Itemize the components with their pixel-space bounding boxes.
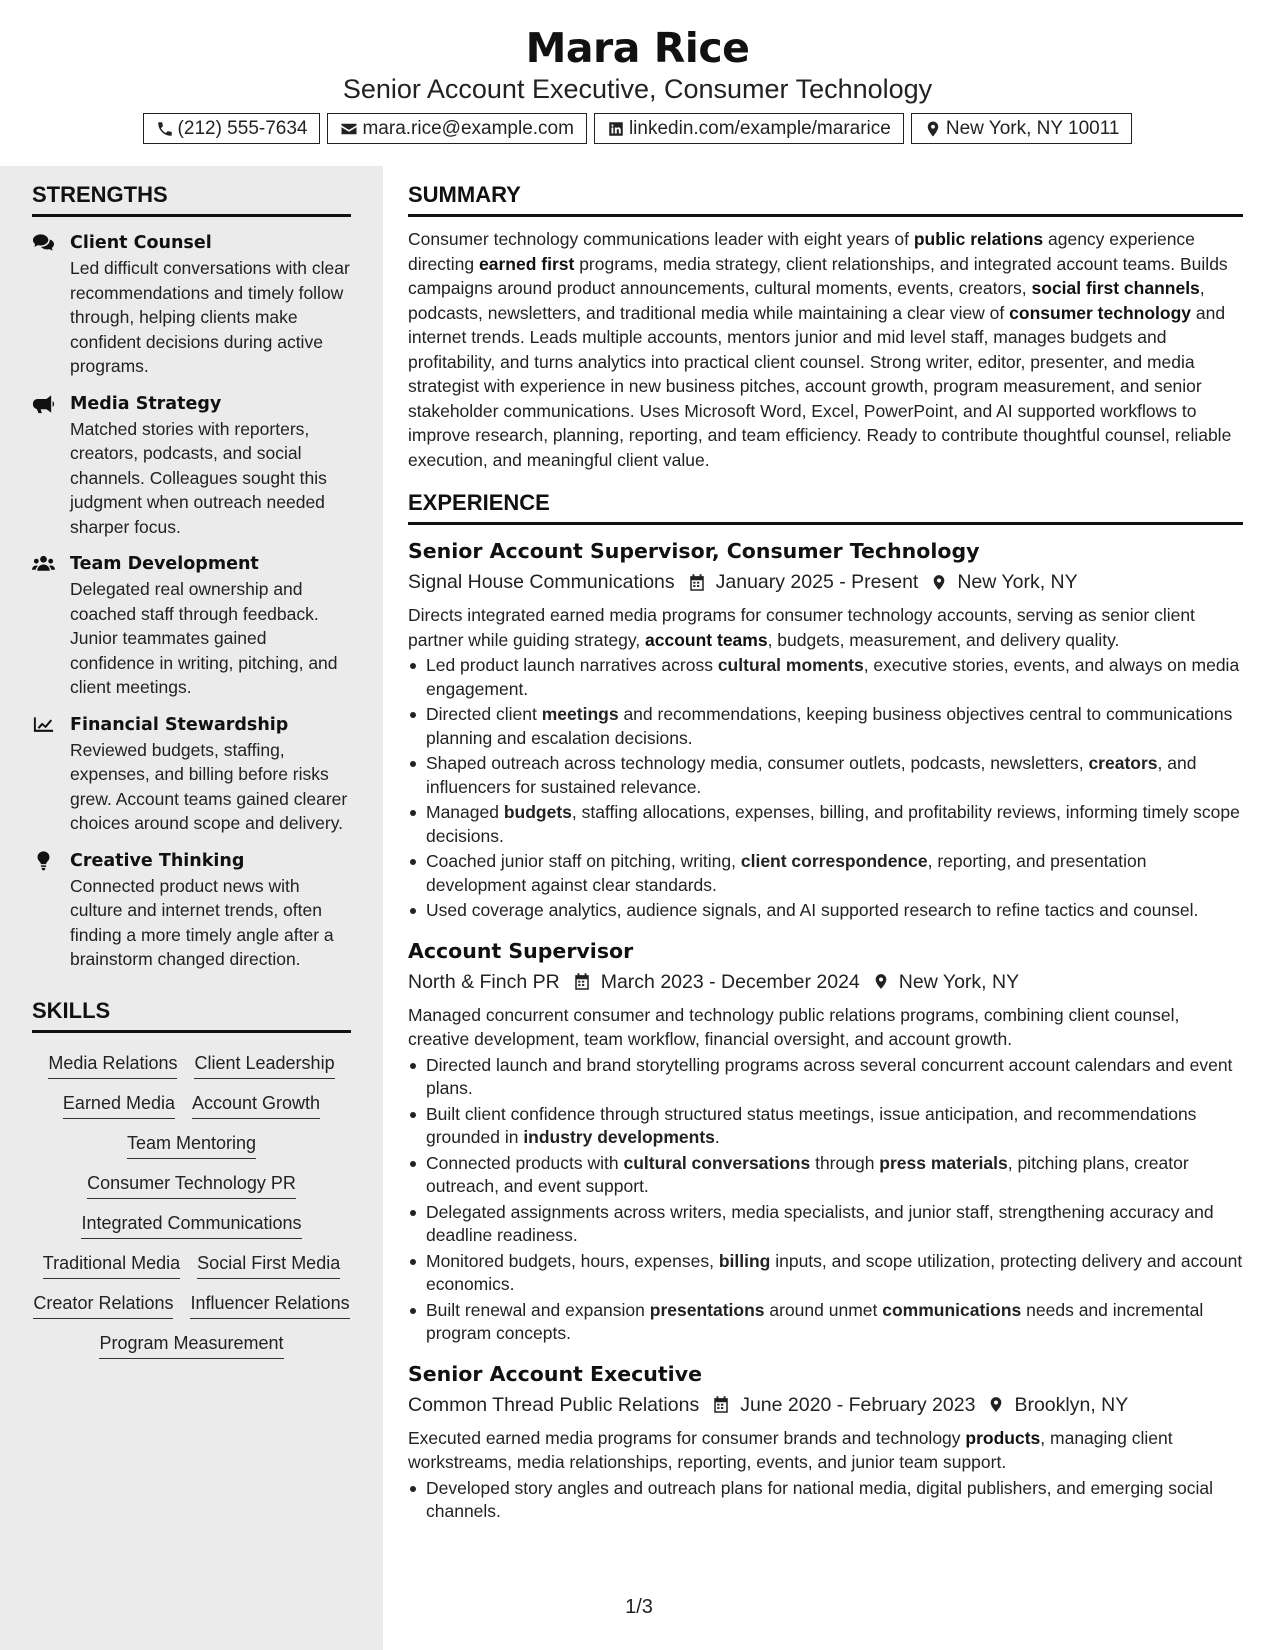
job-company: North & Finch PR xyxy=(408,970,560,993)
job-entry xyxy=(408,937,1243,1346)
bold-keyword: budgets xyxy=(503,802,572,822)
skill-tag: Traditional Media xyxy=(43,1250,180,1279)
calendar-icon xyxy=(712,1395,730,1414)
skill-tag: Influencer Relations xyxy=(190,1290,349,1319)
phone-icon xyxy=(156,120,174,138)
strengths-list xyxy=(32,231,351,972)
job-dates: January 2025 - Present xyxy=(715,571,919,593)
bold-keyword: industry developments xyxy=(523,1127,715,1147)
job-company: Common Thread Public Relations xyxy=(408,1393,700,1416)
strength-desc: Reviewed budgets, staffing, expenses, and billing before risks grew. Account teams gained clearer choices around scope and delivery. xyxy=(70,739,348,833)
bold-keyword: social first channels xyxy=(1031,278,1200,298)
map-pin-icon xyxy=(931,573,947,592)
job-meta xyxy=(408,567,1243,597)
map-pin-icon xyxy=(924,120,942,138)
job-location: Brooklyn, NY xyxy=(1014,1393,1129,1416)
bold-keyword: creators xyxy=(1088,753,1158,773)
strength-desc: Matched stories with reporters, creators, podcasts, and social channels. Colleagues sought this judgment when outreach needed sharper focus. xyxy=(70,418,327,537)
strength-item xyxy=(32,713,351,836)
job-role: Senior Account Supervisor, Consumer Technology xyxy=(408,539,980,563)
job-bullet: Directed client meetings and recommendations, keeping business objectives central to communications planning and escalation decisions. xyxy=(408,703,1243,750)
job-description: Executed earned media programs for consumer brands and technology products, managing client workstreams, media relationships, reporting, events, and junior team support. xyxy=(408,1427,1173,1472)
linkedin-text: linkedin.com/example/mararice xyxy=(628,117,891,139)
map-pin-icon xyxy=(873,972,889,991)
resume-header xyxy=(0,0,1275,166)
job-company: Signal House Communications xyxy=(408,571,675,593)
main-content xyxy=(383,166,1275,1650)
strength-item xyxy=(32,392,351,540)
job-bullet: Used coverage analytics, audience signals, and AI supported research to refine tactics and counsel. xyxy=(408,899,1243,923)
map-pin-icon xyxy=(988,1395,1004,1414)
bold-keyword: earned first xyxy=(479,253,575,274)
strength-desc: Led difficult conversations with clear recommendations and timely follow through, helping clients make confident decisions during active programs. xyxy=(70,258,350,376)
strength-item xyxy=(32,552,351,700)
bold-keyword: consumer technology xyxy=(1009,302,1191,323)
skill-tag: Earned Media xyxy=(63,1090,175,1119)
job-bullet: Connected products with cultural conversations through press materials, pitching plans, creator outreach, and event support. xyxy=(408,1152,1243,1199)
job-bullet: Built renewal and expansion presentations around unmet communications needs and incremental program concepts. xyxy=(408,1299,1243,1346)
bold-keyword: communications xyxy=(882,1299,1022,1320)
strength-title: Team Development xyxy=(70,554,259,574)
phone-text: (212) 555-7634 xyxy=(177,117,308,139)
candidate-title: Senior Account Executive, Consumer Technology xyxy=(342,74,933,104)
job-bullet: Monitored budgets, hours, expenses, billing inputs, and scope utilization, protecting delivery and account economics. xyxy=(408,1250,1243,1297)
job-bullets xyxy=(408,654,1243,923)
job-location: New York, NY xyxy=(957,571,1078,593)
calendar-icon xyxy=(573,972,591,991)
job-dates: June 2020 - February 2023 xyxy=(740,1393,976,1416)
skill-tag: Social First Media xyxy=(197,1250,340,1279)
lightbulb-icon xyxy=(32,851,55,871)
experience-heading: EXPERIENCE xyxy=(408,490,1243,525)
skill-tag: Creator Relations xyxy=(33,1290,173,1319)
job-bullets xyxy=(408,1477,1243,1524)
bold-keyword: public relations xyxy=(913,229,1044,249)
job-dates: March 2023 - December 2024 xyxy=(600,970,860,993)
job-meta xyxy=(408,1390,1243,1420)
skill-tag: Client Leadership xyxy=(194,1050,334,1079)
skill-tag: Integrated Communications xyxy=(81,1210,301,1239)
job-location: New York, NY xyxy=(898,970,1020,993)
job-bullet: Developed story angles and outreach plans for national media, digital publishers, and emerging social channels. xyxy=(408,1477,1243,1524)
candidate-name: Mara Rice xyxy=(525,24,750,72)
job-bullets xyxy=(408,1054,1243,1346)
job-description: Directs integrated earned media programs for consumer technology accounts, serving as senior client partner while guiding strategy, account teams, budgets, measurement, and delivery quality. xyxy=(408,605,1195,650)
skills-list xyxy=(32,1050,351,1359)
job-role: Account Supervisor xyxy=(408,938,634,963)
bold-keyword: cultural moments xyxy=(717,655,864,675)
strength-title: Creative Thinking xyxy=(70,850,245,871)
linkedin-icon xyxy=(607,120,625,138)
envelope-icon xyxy=(340,120,358,138)
job-bullet: Led product launch narratives across cultural moments, executive stories, events, and always on media engagement. xyxy=(408,654,1243,701)
calendar-icon xyxy=(688,573,706,592)
strength-title: Financial Stewardship xyxy=(70,714,289,735)
strength-desc: Connected product news with culture and internet trends, often finding a more timely angle after a brainstorm changed direction. xyxy=(70,875,334,969)
job-bullet: Built client confidence through structured status meetings, issue anticipation, and recommendations grounded in industry developments. xyxy=(408,1103,1243,1150)
line-chart-icon xyxy=(32,715,55,735)
job-role: Senior Account Executive xyxy=(408,1361,702,1386)
bold-keyword: products xyxy=(965,1427,1041,1448)
email-text: mara.rice@example.com xyxy=(362,117,574,139)
strengths-heading: STRENGTHS xyxy=(32,182,351,217)
skill-tag: Account Growth xyxy=(192,1090,320,1119)
job-description: Managed concurrent consumer and technology public relations programs, combining client counsel, creative development, team workflow, financial oversight, and account growth. xyxy=(408,1004,1180,1049)
bold-keyword: press materials xyxy=(879,1152,1008,1173)
bold-keyword: account teams xyxy=(645,629,768,650)
skills-heading: SKILLS xyxy=(32,998,351,1033)
job-entry xyxy=(408,537,1243,923)
contact-location[interactable] xyxy=(911,113,1133,144)
bold-keyword: meetings xyxy=(541,704,619,724)
skill-tag: Consumer Technology PR xyxy=(87,1170,296,1199)
users-icon xyxy=(32,554,55,574)
sidebar xyxy=(0,166,383,1650)
bold-keyword: client correspondence xyxy=(740,851,928,871)
job-bullet: Directed launch and brand storytelling programs across several concurrent account calendars and event plans. xyxy=(408,1054,1243,1101)
job-bullet: Shaped outreach across technology media, consumer outlets, podcasts, newsletters, creators, and influencers for sustained relevance. xyxy=(408,752,1243,799)
bold-keyword: billing xyxy=(718,1250,771,1271)
strength-item xyxy=(32,231,351,379)
bold-keyword: presentations xyxy=(649,1299,765,1320)
strength-desc: Delegated real ownership and coached staff through feedback. Junior teammates gained confidence in writing, pitching, and client meetings. xyxy=(70,579,338,697)
skill-tag: Program Measurement xyxy=(99,1330,283,1359)
summary-heading: SUMMARY xyxy=(408,182,1243,217)
contact-linkedin[interactable] xyxy=(594,113,904,144)
strength-title: Media Strategy xyxy=(70,393,222,414)
skill-tag: Team Mentoring xyxy=(127,1130,256,1159)
bold-keyword: cultural conversations xyxy=(623,1152,811,1173)
megaphone-icon xyxy=(32,394,55,414)
job-bullet: Delegated assignments across writers, media specialists, and junior staff, strengthening accuracy and deadline readiness. xyxy=(408,1201,1243,1248)
contact-phone[interactable] xyxy=(143,113,321,144)
comments-icon xyxy=(32,233,55,253)
strength-item xyxy=(32,849,351,972)
contact-bar xyxy=(0,113,1275,144)
job-meta xyxy=(408,967,1243,997)
skill-tag: Media Relations xyxy=(48,1050,177,1079)
strength-title: Client Counsel xyxy=(70,233,212,253)
job-bullet: Coached junior staff on pitching, writing, client correspondence, reporting, and presentation development against clear standards. xyxy=(408,850,1243,897)
summary-text: Consumer technology communications leader with eight years of public relations agency experience directing earned first programs, media strategy, client relationships, and integrated account teams. Builds campaigns around product announcements, cultural moments, events, creators, social first channels, podcasts, newsletters, and traditional media while maintaining a clear view of consumer technology and internet trends. Leads multiple accounts, mentors junior and mid level staff, manages budgets and profitability, and turns analytics into practical client counsel. Strong writer, editor, presenter, and media strategist with experience in new business pitches, account growth, program measurement, and senior stakeholder communications. Uses Microsoft Word, Excel, PowerPoint, and AI supported workflows to improve research, planning, reporting, and team efficiency. Ready to contribute thoughtful counsel, reliable execution, and meaningful client value. xyxy=(408,229,1232,470)
location-text: New York, NY 10011 xyxy=(945,117,1120,139)
page-number: 1/3 xyxy=(625,1596,653,1618)
contact-email[interactable] xyxy=(327,113,586,144)
job-bullet: Managed budgets, staffing allocations, expenses, billing, and profitability reviews, informing timely scope decisions. xyxy=(408,801,1243,848)
job-entry xyxy=(408,1360,1243,1524)
